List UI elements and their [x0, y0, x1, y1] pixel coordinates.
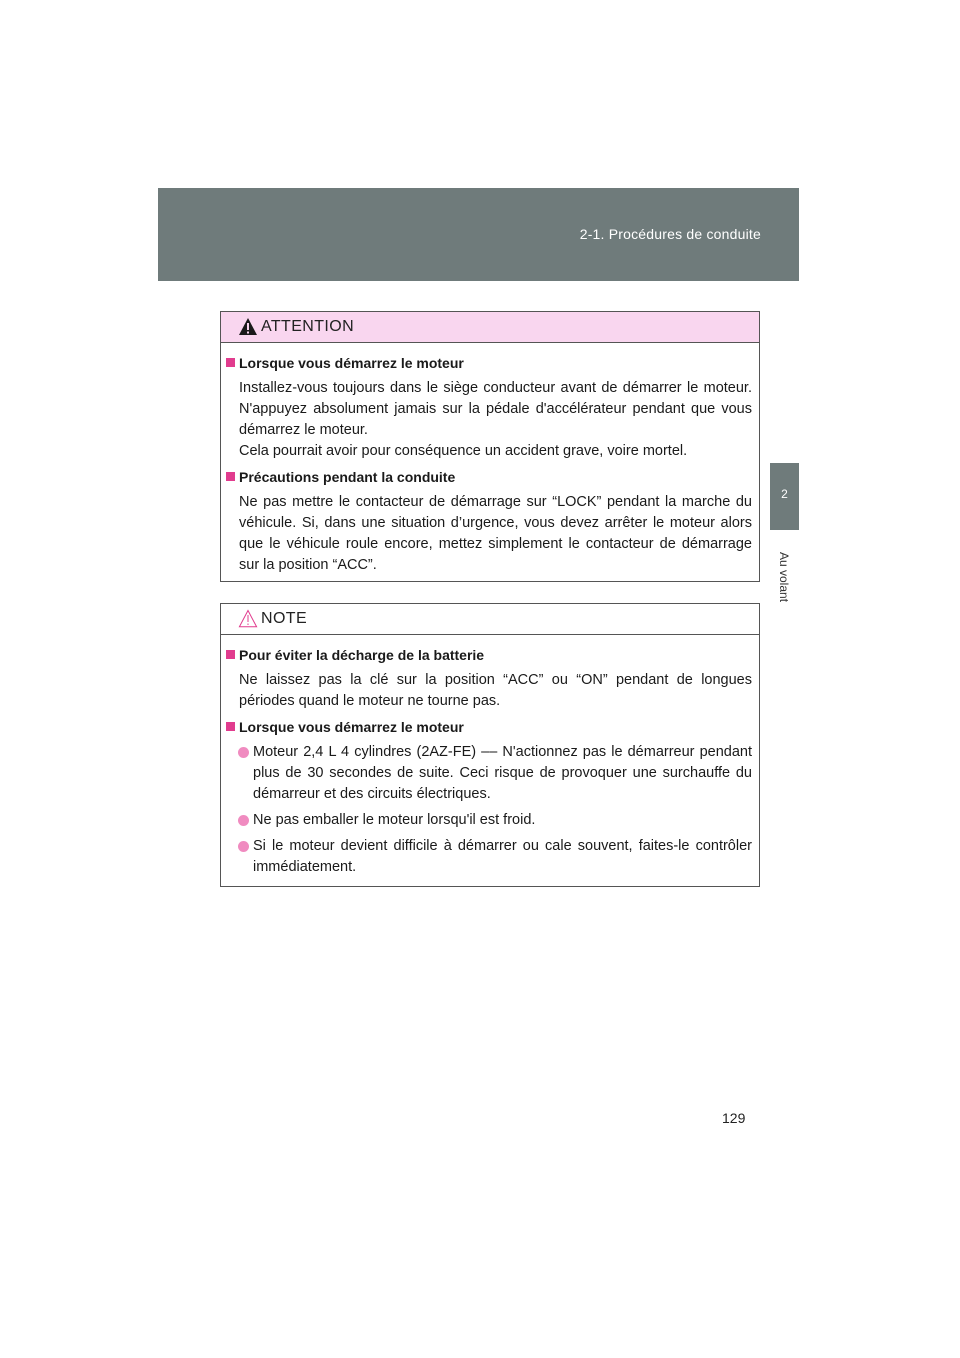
section-text: Ne laissez pas la clé sur la position “ACC” ou “ON” pendant de longues périodes quand le moteur ne tourne pas.	[239, 672, 752, 709]
list-item-text: Moteur 2,4 L 4 cylindres (2AZ-FE) –– N'actionnez pas le démarreur pendant plus de 30 secondes de suite. Ceci risque de provoquer une surchauffe du démarreur et des circuits électriques.	[253, 744, 752, 802]
note-title: NOTE	[261, 610, 308, 627]
chapter-tab-number: 2	[781, 487, 788, 501]
attention-box	[220, 311, 760, 582]
section-text: Ne pas mettre le contacteur de démarrage sur “LOCK” pendant la marche du véhicule. Si, dans une situation d’urgence, vous devez arrêter le moteur alors que le véhicule roule encore, mettez simplement le contacteur de démarrage sur la position “ACC”.	[239, 494, 752, 573]
chapter-side-label: Au volant	[777, 552, 791, 603]
section-title-text: Précautions pendant la conduite	[239, 469, 456, 485]
list-item	[221, 836, 752, 878]
square-bullet-icon	[226, 650, 235, 659]
section-text-line: Cela pourrait avoir pour conséquence un accident grave, voire mortel.	[239, 443, 688, 459]
section-title	[221, 353, 752, 373]
round-bullet-icon	[238, 841, 249, 852]
attention-header	[221, 312, 759, 343]
list-item	[221, 810, 752, 831]
chapter-header	[158, 188, 799, 281]
section-text-body: Installez-vous toujours dans le siège conducteur avant de démarrer le moteur. N'appuyez absolument jamais sur la pédale d'accélérateur pendant que vous démarrez le moteur.	[239, 380, 752, 438]
warning-icon	[238, 317, 258, 336]
list-item-text: Ne pas emballer le moteur lorsqu'il est froid.	[253, 812, 536, 828]
chapter-title: 2-1. Procédures de conduite	[579, 226, 761, 242]
section-title-text: Lorsque vous démarrez le moteur	[239, 719, 464, 735]
section-title-text: Pour éviter la décharge de la batterie	[239, 647, 485, 663]
caution-outline-icon	[238, 609, 258, 628]
attention-body	[221, 343, 759, 576]
section-text	[221, 378, 752, 462]
chapter-tab	[770, 463, 799, 530]
square-bullet-icon	[226, 358, 235, 367]
list-item	[221, 742, 752, 805]
section-title	[221, 467, 752, 487]
page-number: 129	[722, 1110, 746, 1126]
round-bullet-icon	[238, 815, 249, 826]
section-title	[221, 645, 752, 665]
square-bullet-icon	[226, 472, 235, 481]
square-bullet-icon	[226, 722, 235, 731]
section-title-text: Lorsque vous démarrez le moteur	[239, 355, 464, 371]
list-item-text: Si le moteur devient difficile à démarrer ou cale souvent, faites-le contrôler immédiatement.	[253, 838, 752, 875]
attention-title: ATTENTION	[261, 318, 355, 335]
round-bullet-icon	[238, 747, 249, 758]
section-title	[221, 717, 752, 737]
note-body	[221, 635, 759, 878]
note-header	[221, 604, 759, 635]
note-box	[220, 603, 760, 887]
